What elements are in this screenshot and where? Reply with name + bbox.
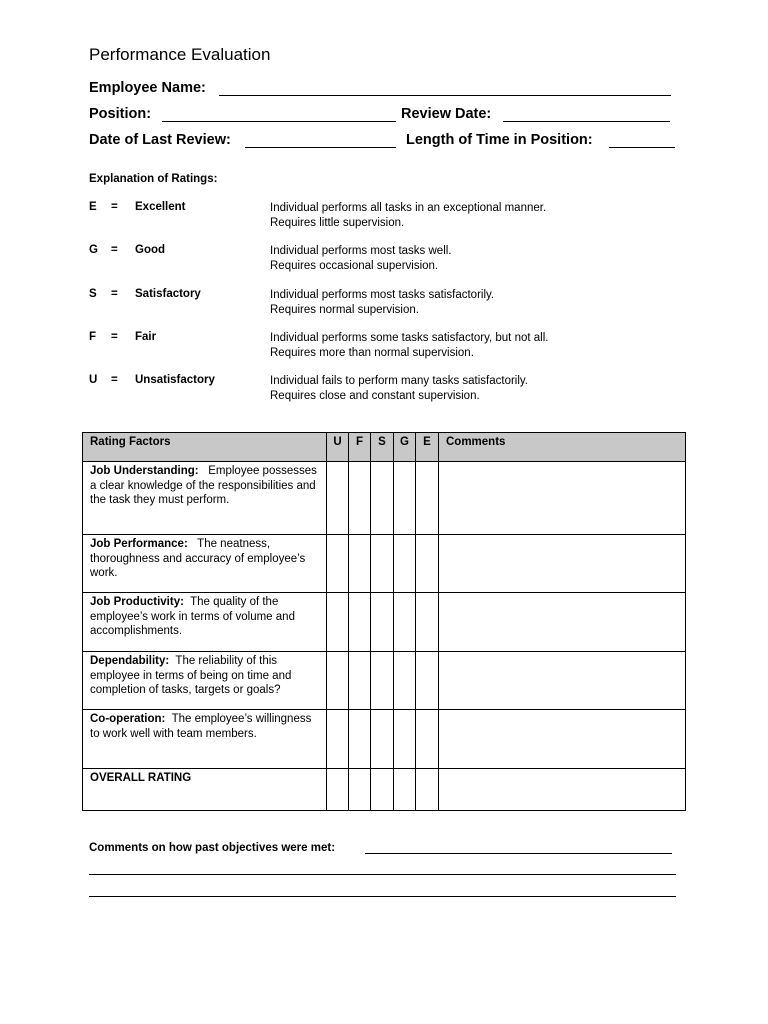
rating-cell-u[interactable] [327,535,349,593]
last-review-field[interactable] [245,147,396,148]
rating-cell-g[interactable] [394,593,416,652]
rating-cell-e[interactable] [416,462,439,535]
rating-letter: F [89,331,97,343]
rating-cell-e[interactable] [416,769,439,811]
rating-description [270,244,452,273]
header-f: F [349,433,371,462]
factor-name: Job Performance: [90,538,188,550]
rating-cell-u[interactable] [327,710,349,769]
factor-dependability [83,652,327,710]
equals-sign: = [111,201,118,213]
factor-name: Co-operation: [90,713,166,725]
time-in-position-label: Length of Time in Position: [406,132,593,148]
factor-name: Job Understanding: [90,465,199,477]
rating-description-line1: Individual performs most tasks satisfactorily. [270,289,495,301]
factor-description: The neatness, thoroughness and accuracy of employee’s work. [90,538,306,579]
rating-description-line2: Requires more than normal supervision. [270,346,474,359]
rating-cell-e[interactable] [416,593,439,652]
rating-description [270,288,494,317]
rating-name: Unsatisfactory [135,374,215,386]
comments-cell[interactable] [439,710,686,769]
factor-job-performance [83,535,327,593]
rating-description-line1: Individual performs some tasks satisfactory, but not all. [270,332,549,344]
rating-description-line1: Individual performs most tasks well. [270,245,452,257]
rating-description [270,331,548,360]
rating-description-line2: Requires little supervision. [270,216,405,229]
page-title: Performance Evaluation [89,45,271,64]
review-date-label: Review Date: [401,106,492,122]
rating-description-line2: Requires occasional supervision. [270,259,439,272]
rating-cell-f[interactable] [349,652,371,710]
rating-name: Good [135,244,166,256]
factor-job-understanding [83,462,327,535]
rating-letter: E [89,201,97,213]
factor-co-operation [83,710,327,769]
table-row [83,535,686,593]
review-date-field[interactable] [503,121,670,122]
rating-cell-g[interactable] [394,769,416,811]
header-comments: Comments [439,433,686,462]
past-objectives-field[interactable] [365,853,672,854]
rating-cell-u[interactable] [327,462,349,535]
rating-cell-f[interactable] [349,593,371,652]
comments-line-3[interactable] [89,896,676,897]
rating-description [270,201,546,230]
comments-cell[interactable] [439,462,686,535]
table-row [83,462,686,535]
rating-description-line2: Requires normal supervision. [270,303,419,316]
rating-cell-f[interactable] [349,462,371,535]
employee-name-label: Employee Name: [89,80,206,96]
factor-name: Job Productivity: [90,596,184,608]
overall-rating-label: OVERALL RATING [83,769,327,811]
header-rating-factors: Rating Factors [83,433,327,462]
rating-cell-u[interactable] [327,652,349,710]
rating-cell-g[interactable] [394,710,416,769]
rating-cell-u[interactable] [327,769,349,811]
rating-cell-g[interactable] [394,535,416,593]
factor-name: Dependability: [90,655,170,667]
position-label: Position: [89,106,152,122]
comments-line-2[interactable] [89,874,676,875]
header-u: U [327,433,349,462]
past-objectives-label: Comments on how past objectives were met: [89,842,336,854]
factor-description: The quality of the employee’s work in terms of volume and accomplishments. [90,596,295,637]
factor-description: Employee possesses a clear knowledge of the responsibilities and the task they must perform. [90,465,317,506]
header-e: E [416,433,439,462]
table-header-row [83,433,686,462]
rating-description [270,374,528,403]
rating-letter: G [89,244,98,256]
comments-cell[interactable] [439,535,686,593]
rating-description-line1: Individual fails to perform many tasks satisfactorily. [270,375,528,387]
time-in-position-field[interactable] [609,147,675,148]
factor-description: The employee’s willingness to work well with team members. [90,713,312,740]
last-review-label: Date of Last Review: [89,132,231,148]
rating-letter: S [89,288,97,300]
equals-sign: = [111,374,118,386]
equals-sign: = [111,288,118,300]
rating-cell-f[interactable] [349,535,371,593]
rating-name: Satisfactory [135,288,201,300]
rating-cell-g[interactable] [394,652,416,710]
rating-letter: U [89,374,98,386]
equals-sign: = [111,244,118,256]
rating-cell-g[interactable] [394,462,416,535]
factor-description: The reliability of this employee in terms of being on time and completion of tasks, targets or goals? [90,655,292,696]
rating-cell-s[interactable] [371,535,394,593]
header-s: S [371,433,394,462]
rating-cell-s[interactable] [371,462,394,535]
comments-cell[interactable] [439,593,686,652]
rating-cell-s[interactable] [371,710,394,769]
rating-cell-e[interactable] [416,535,439,593]
explanation-heading: Explanation of Ratings: [89,173,218,185]
rating-description-line1: Individual performs all tasks in an exceptional manner. [270,202,547,214]
rating-cell-f[interactable] [349,710,371,769]
equals-sign: = [111,331,118,343]
header-g: G [394,433,416,462]
employee-name-field[interactable] [219,95,671,96]
rating-cell-f[interactable] [349,769,371,811]
comments-cell[interactable] [439,652,686,710]
table-row [83,710,686,769]
rating-cell-u[interactable] [327,593,349,652]
rating-cell-s[interactable] [371,652,394,710]
rating-cell-s[interactable] [371,769,394,811]
rating-name: Fair [135,331,157,343]
position-field[interactable] [162,121,396,122]
rating-cell-e[interactable] [416,710,439,769]
rating-cell-s[interactable] [371,593,394,652]
comments-cell[interactable] [439,769,686,811]
rating-factors-table [82,432,686,811]
table-row [83,593,686,652]
factor-job-productivity [83,593,327,652]
rating-name: Excellent [135,201,186,213]
overall-rating-row [83,769,686,811]
rating-description-line2: Requires close and constant supervision. [270,389,480,402]
table-row [83,652,686,710]
rating-cell-e[interactable] [416,652,439,710]
